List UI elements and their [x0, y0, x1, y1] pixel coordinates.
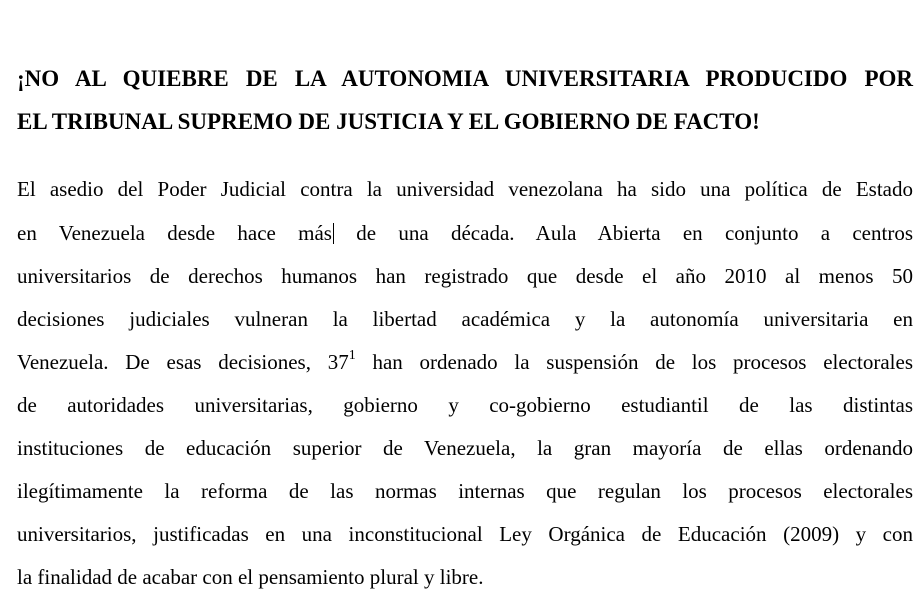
paragraph-line-4: decisiones judiciales vulneran la libertad académica y la autonomía universitaria en	[17, 307, 913, 331]
heading-line-2: EL TRIBUNAL SUPREMO DE JUSTICIA Y EL GOBIERNO DE FACTO!	[17, 109, 760, 134]
footnote-reference[interactable]: 1	[348, 348, 356, 363]
paragraph-line-2-end: de una década. Aula Abierta en conjunto a centros	[333, 221, 914, 245]
paragraph-line-6: de autoridades universitarias, gobierno y co-gobierno estudiantil de las distintas	[17, 393, 913, 417]
paragraph-line-1: El asedio del Poder Judicial contra la universidad venezolana ha sido una política de Estado	[17, 177, 913, 201]
paragraph-line-5-end: han ordenado la suspensión de los procesos electorales	[355, 350, 913, 374]
paragraph-line-8: ilegítimamente la reforma de las normas internas que regulan los procesos electorales	[17, 479, 913, 503]
paragraph-line-3: universitarios de derechos humanos han registrado que desde el año 2010 al menos 50	[17, 264, 913, 288]
paragraph-line-5-start: Venezuela. De esas decisiones, 37	[17, 350, 349, 374]
paragraph-line-9: universitarios, justificadas en una inconstitucional Ley Orgánica de Educación (2009) y con	[17, 522, 913, 546]
paragraph-line-2	[17, 220, 913, 246]
paragraph-line-10: la finalidad de acabar con el pensamiento plural y libre.	[17, 565, 484, 589]
paragraph-line-7: instituciones de educación superior de Venezuela, la gran mayoría de ellas ordenando	[17, 436, 913, 460]
heading-line-1: ¡NO AL QUIEBRE DE LA AUTONOMIA UNIVERSITARIA PRODUCIDO POR	[17, 66, 913, 91]
paragraph-line-5	[17, 349, 913, 375]
paragraph-line-2-start: en Venezuela desde hace más	[17, 221, 332, 245]
